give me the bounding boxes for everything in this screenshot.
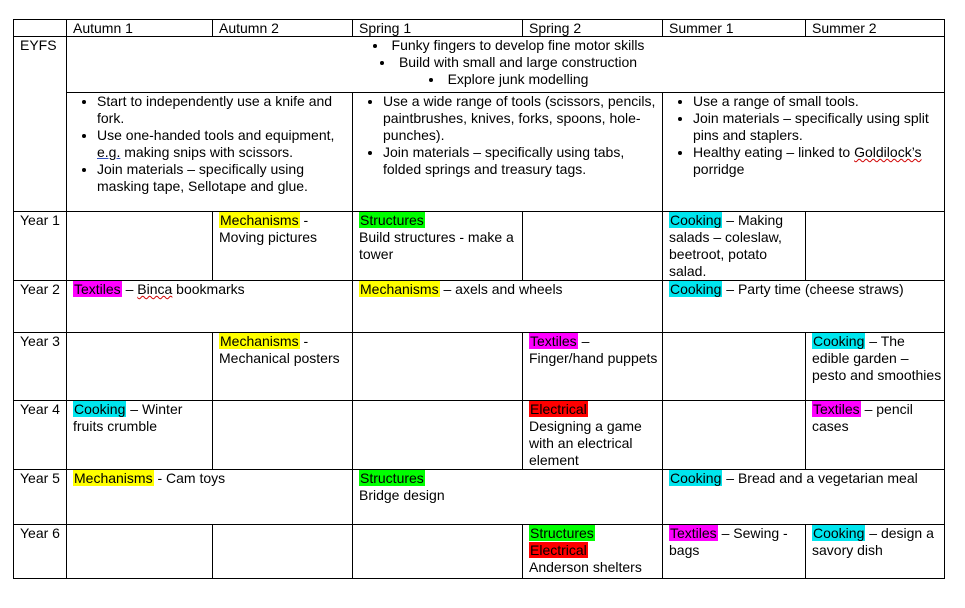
cell xyxy=(213,333,353,401)
list-item: • Explore junk modelling xyxy=(73,71,944,88)
dt-curriculum-table xyxy=(13,19,945,579)
empty-cell xyxy=(663,333,806,401)
cell xyxy=(67,470,353,525)
cell xyxy=(353,470,663,525)
cell xyxy=(806,401,945,470)
cell xyxy=(523,401,663,470)
cooking-tag: Cooking xyxy=(74,401,126,417)
row-label: Year 1 xyxy=(14,212,67,281)
text: Designing a game with an electrical element xyxy=(529,418,642,468)
eyfs-row-detail xyxy=(14,93,945,212)
text: bookmarks xyxy=(172,281,245,297)
year-row xyxy=(14,333,945,401)
empty-cell xyxy=(213,525,353,579)
cell xyxy=(523,525,663,579)
eyfs-row xyxy=(14,37,945,93)
cell xyxy=(353,212,523,281)
empty-cell xyxy=(213,401,353,470)
cell xyxy=(67,281,353,333)
header-cell: Summer 1 xyxy=(663,20,806,37)
year-row xyxy=(14,470,945,525)
cooking-tag: Cooking xyxy=(813,333,865,349)
list-item: • Start to independently use a knife and fork. xyxy=(97,93,352,127)
cell xyxy=(523,333,663,401)
text: - Moving pictures xyxy=(219,212,318,245)
text: Bridge design xyxy=(359,487,445,503)
eyfs-summer-cell xyxy=(663,93,945,212)
electrical-tag: Electrical xyxy=(530,401,587,417)
eyfs-autumn-list xyxy=(73,93,352,195)
cell xyxy=(213,212,353,281)
text: – Bread and a vegetarian meal xyxy=(722,470,918,486)
header-cell: Autumn 2 xyxy=(213,20,353,37)
empty-cell xyxy=(523,212,663,281)
mechanisms-tag: Mechanisms xyxy=(360,281,439,297)
empty-cell xyxy=(67,333,213,401)
textiles-tag: Textiles xyxy=(670,525,717,541)
list-item: • Funky fingers to develop fine motor skills xyxy=(73,37,944,54)
list-item: • Join materials – specifically using split pins and staplers. xyxy=(693,110,944,144)
structures-tag: Structures xyxy=(360,212,424,228)
header-cell xyxy=(14,20,67,37)
header-cell: Spring 2 xyxy=(523,20,663,37)
cell xyxy=(663,525,806,579)
text: – axels and wheels xyxy=(439,281,563,297)
eyfs-summer-list xyxy=(669,93,944,178)
eyfs-autumn-cell xyxy=(67,93,353,212)
row-label: EYFS xyxy=(14,37,67,212)
text: Goldilock’s xyxy=(854,144,922,160)
row-label: Year 2 xyxy=(14,281,67,333)
cell xyxy=(353,281,663,333)
row-label: Year 5 xyxy=(14,470,67,525)
text: Use one-handed tools and equipment, xyxy=(97,127,335,143)
empty-cell xyxy=(67,525,213,579)
year-row xyxy=(14,525,945,579)
text: - Mechanical posters xyxy=(219,333,340,366)
text: – Winter fruits crumble xyxy=(73,401,183,434)
text: – Making salads – coleslaw, beetroot, potato salad. xyxy=(669,212,784,279)
list-item: • Use a wide range of tools (scissors, pencils, paintbrushes, knives, forks, spoons, hole-punches). xyxy=(383,93,662,144)
cell xyxy=(663,212,806,281)
electrical-tag: Electrical xyxy=(530,542,587,558)
empty-cell xyxy=(663,401,806,470)
text: Binca xyxy=(137,281,173,297)
structures-tag: Structures xyxy=(360,470,424,486)
cell xyxy=(663,470,945,525)
empty-cell xyxy=(353,401,523,470)
textiles-tag: Textiles xyxy=(530,333,577,349)
text: – design a savory dish xyxy=(812,525,934,558)
text: - Cam toys xyxy=(153,470,226,486)
textiles-tag: Textiles xyxy=(74,281,121,297)
cooking-tag: Cooking xyxy=(670,212,722,228)
text: making snips with scissors. xyxy=(120,144,294,160)
cooking-tag: Cooking xyxy=(813,525,865,541)
text: – xyxy=(121,281,138,297)
year-row xyxy=(14,212,945,281)
cell xyxy=(67,401,213,470)
eyfs-general-cell xyxy=(67,37,945,93)
year-row xyxy=(14,401,945,470)
row-label: Year 3 xyxy=(14,333,67,401)
cell xyxy=(806,333,945,401)
eyfs-spring-list xyxy=(359,93,662,178)
cooking-tag: Cooking xyxy=(670,281,722,297)
structures-tag: Structures xyxy=(530,525,594,541)
header-row xyxy=(14,20,945,37)
list-item: • Build with small and large construction xyxy=(73,54,944,71)
cell xyxy=(663,281,945,333)
text: Anderson shelters xyxy=(529,559,642,575)
text: Healthy eating – linked to xyxy=(693,144,855,160)
text: e.g. xyxy=(97,144,121,160)
header-cell: Autumn 1 xyxy=(67,20,213,37)
header-cell: Spring 1 xyxy=(353,20,523,37)
text: – Sewing - bags xyxy=(669,525,788,558)
list-item xyxy=(693,144,944,178)
cell xyxy=(806,525,945,579)
row-label: Year 4 xyxy=(14,401,67,470)
text: – Finger/hand puppets xyxy=(529,333,658,366)
list-item: • Join materials – specifically using tabs, folded springs and treasury tags. xyxy=(383,144,662,178)
eyfs-spring-cell xyxy=(353,93,663,212)
list-item: • Join materials – specifically using masking tape, Sellotape and glue. xyxy=(97,161,352,195)
text: – pencil cases xyxy=(812,401,913,434)
mechanisms-tag: Mechanisms xyxy=(220,333,299,349)
text: – Party time (cheese straws) xyxy=(722,281,904,297)
mechanisms-tag: Mechanisms xyxy=(74,470,153,486)
empty-cell xyxy=(67,212,213,281)
cooking-tag: Cooking xyxy=(670,470,722,486)
textiles-tag: Textiles xyxy=(813,401,860,417)
empty-cell xyxy=(353,525,523,579)
text: Build structures - make a tower xyxy=(359,229,514,262)
eyfs-general-list xyxy=(73,37,944,88)
text: – The edible garden – pesto and smoothies xyxy=(812,333,942,383)
mechanisms-tag: Mechanisms xyxy=(220,212,299,228)
header-cell: Summer 2 xyxy=(806,20,945,37)
empty-cell xyxy=(806,212,945,281)
year-row xyxy=(14,281,945,333)
list-item: • Use a range of small tools. xyxy=(693,93,944,110)
list-item xyxy=(97,127,352,161)
empty-cell xyxy=(353,333,523,401)
row-label: Year 6 xyxy=(14,525,67,579)
text: porridge xyxy=(693,161,745,177)
